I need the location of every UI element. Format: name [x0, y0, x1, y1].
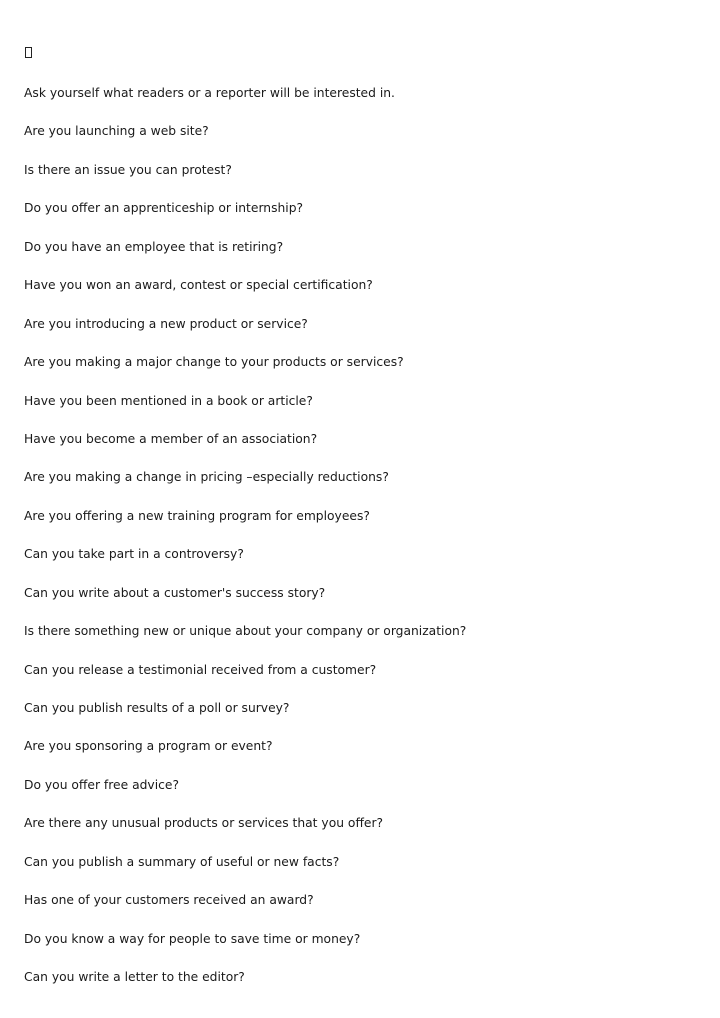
list-item: Have you won an award, contest or special certification? — [24, 278, 373, 293]
list-item: Do you have an employee that is retiring? — [24, 239, 284, 254]
list-item: Do you offer free advice? — [24, 777, 179, 792]
list-item: Do you know a way for people to save time or money? — [24, 931, 361, 946]
list-item: Ask yourself what readers or a reporter will be interested in. — [24, 86, 395, 100]
list-item: Can you write a letter to the editor? — [24, 970, 245, 985]
list-item: Can you publish results of a poll or survey? — [24, 701, 290, 715]
list-item: Can you take part in a controversy? — [24, 547, 244, 562]
list-item: Are there any unusual products or services that you offer? — [24, 816, 384, 831]
list-item: Is there an issue you can protest? — [24, 162, 232, 177]
list-item: Are you making a major change to your products or services? — [24, 355, 404, 370]
question-list — [24, 84, 466, 1007]
list-item: Can you publish a summary of useful or new facts? — [24, 854, 340, 869]
list-item: Have you become a member of an association? — [24, 431, 318, 446]
list-item: Is there something new or unique about your company or organization? — [24, 624, 467, 639]
list-item: Has one of your customers received an award? — [24, 893, 314, 908]
list-item: Have you been mentioned in a book or article? — [24, 393, 313, 408]
list-item: Can you release a testimonial received from a customer? — [24, 662, 377, 677]
missing-glyph-icon — [25, 47, 32, 58]
list-item: Do you offer an apprenticeship or internship? — [24, 201, 304, 216]
list-item: Are you making a change in pricing –especially reductions? — [24, 470, 389, 485]
list-item: Are you sponsoring a program or event? — [24, 739, 273, 754]
list-item: Can you write about a customer's success story? — [24, 585, 326, 600]
list-item: Are you launching a web site? — [24, 124, 209, 139]
list-item: Are you introducing a new product or service? — [24, 316, 308, 331]
list-item: Are you offering a new training program for employees? — [24, 508, 370, 523]
